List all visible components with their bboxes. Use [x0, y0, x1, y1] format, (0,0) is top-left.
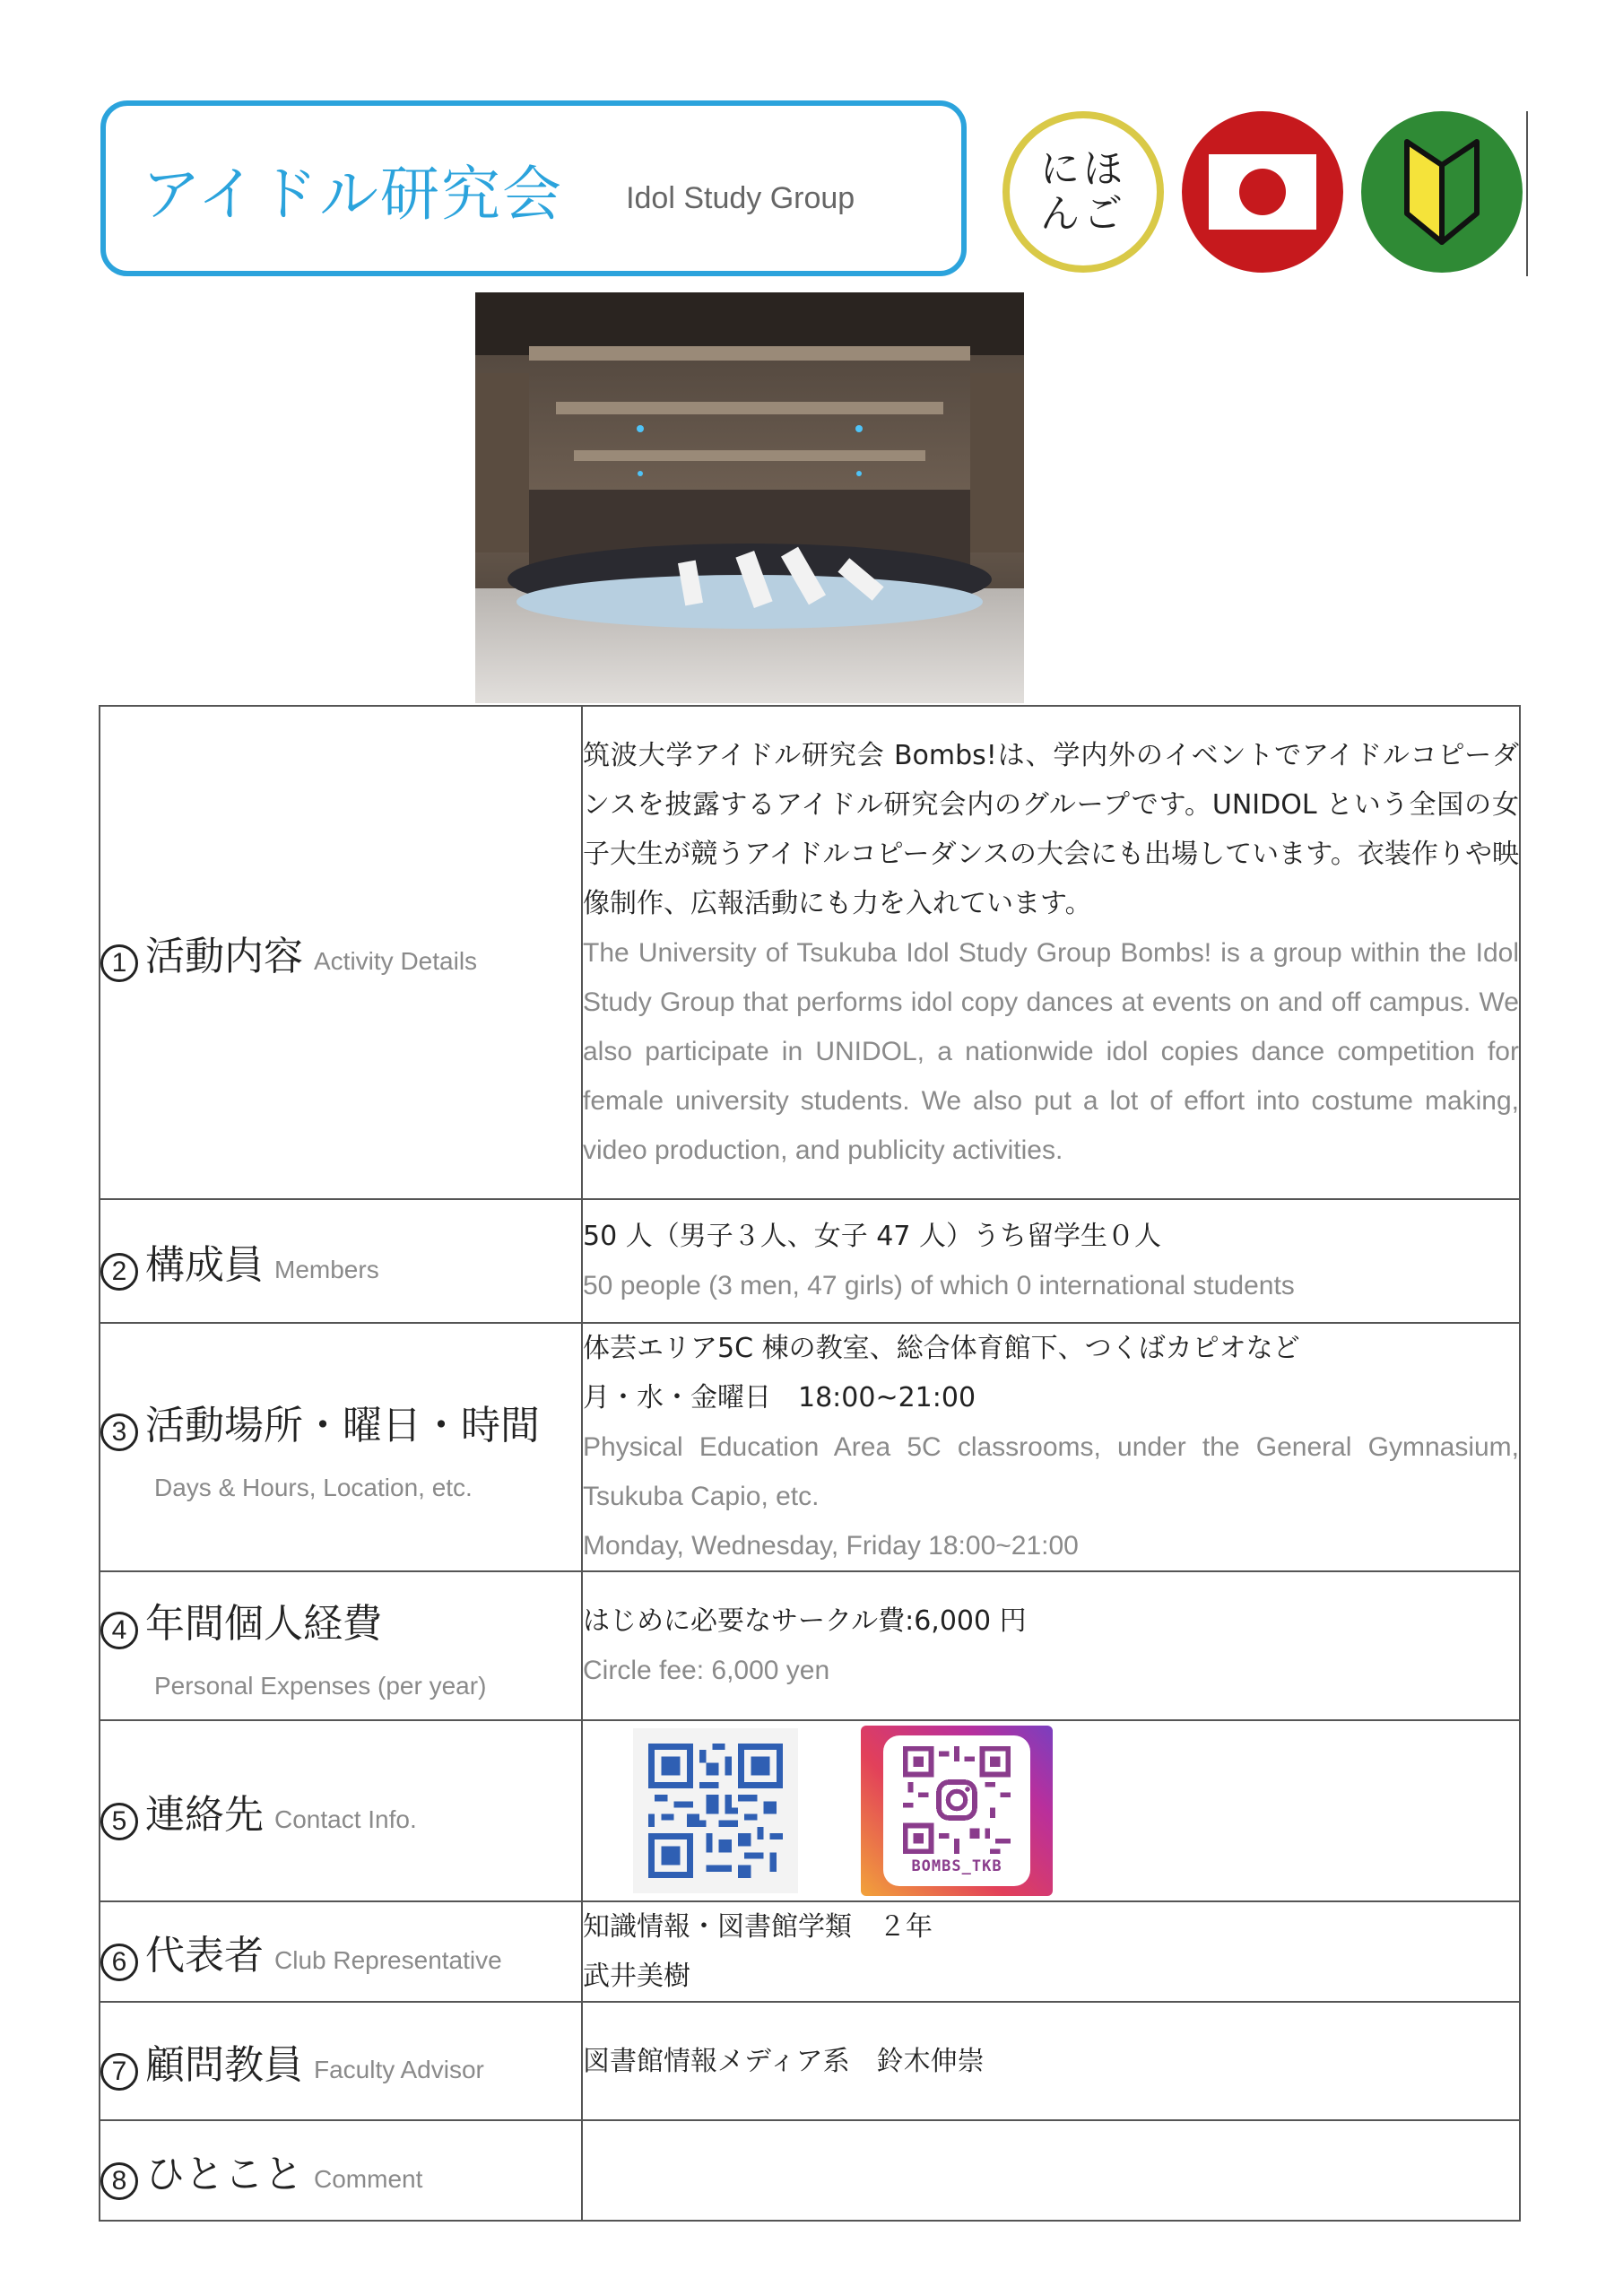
label-cell — [100, 1720, 582, 1901]
edge-divider — [1526, 111, 1528, 276]
label-en: Club Representative — [274, 1946, 502, 1974]
label-cell — [100, 706, 582, 1199]
label-cell — [100, 1199, 582, 1323]
value-cell — [582, 1901, 1520, 2002]
label-en: Faculty Advisor — [314, 2056, 484, 2083]
title-en: Idol Study Group — [626, 180, 855, 215]
circled-number: 3 — [100, 1413, 138, 1451]
info-table — [99, 705, 1521, 2222]
label-cell — [100, 1901, 582, 2002]
circled-number: 8 — [100, 2162, 138, 2200]
location-jp: 体芸エリア5C 棟の教室、総合体育館下、つくばカピオなど — [583, 1333, 1300, 1364]
label-jp: 構成員 — [145, 1242, 264, 1288]
value-cell — [582, 1199, 1520, 1323]
hours-en: Monday, Wednesday, Friday 18:00~21:00 — [583, 1531, 1079, 1561]
circled-number: 6 — [100, 1944, 138, 1981]
label-en: Personal Expenses (per year) — [154, 1672, 487, 1700]
circled-number: 7 — [100, 2053, 138, 2091]
group-photo — [475, 292, 1024, 703]
expenses-en: Circle fee: 6,000 yen — [583, 1656, 830, 1685]
circled-number: 5 — [100, 1803, 138, 1840]
label-en: Comment — [314, 2165, 423, 2193]
label-en: Activity Details — [314, 947, 478, 975]
circled-number: 1 — [100, 944, 138, 982]
label-cell — [100, 1323, 582, 1571]
row-members — [100, 1199, 1520, 1323]
value-cell — [582, 706, 1520, 1199]
label-jp: 連絡先 — [145, 1792, 264, 1838]
row-representative — [100, 1901, 1520, 2002]
label-cell — [100, 2120, 582, 2221]
label-en: Contact Info. — [274, 1805, 417, 1833]
nihongo-badge-icon — [1002, 111, 1164, 273]
instagram-qr-code-icon[interactable] — [861, 1726, 1053, 1896]
row-location — [100, 1323, 1520, 1571]
label-cell — [100, 1571, 582, 1720]
representative-name: 武井美樹 — [583, 1961, 690, 1992]
label-jp: 年間個人経費 — [145, 1601, 382, 1647]
label-cell — [100, 2002, 582, 2120]
nihongo-badge-text: にほんご — [1040, 146, 1126, 237]
japan-flag-icon — [1182, 111, 1343, 273]
location-en: Physical Education Area 5C classrooms, under the General Gymnasium, Tsukuba Capio, etc. — [583, 1432, 1519, 1511]
label-jp: ひとこと — [145, 2152, 303, 2197]
label-jp: 顧問教員 — [145, 2042, 303, 2088]
activity-en: The University of Tsukuba Idol Study Group Bombs! is a group within the Idol Study Group that performs idol copy dances at events on and off campus. We also participate in UNIDOL, a nationwide idol copies dance competition for female university students. We also put a lot of effort into costume making, video production, and publicity activities. — [583, 937, 1519, 1165]
activity-jp: 筑波大学アイドル研究会 Bombs!は、学内外のイベントでアイドルコピーダンスを披露するアイドル研究会内のグループです。UNIDOL という全国の女子大生が競うアイドルコピーダンスの大会にも出場しています。衣装作りや映像制作、広報活動にも力を入れています。 — [583, 739, 1519, 919]
row-expenses — [100, 1571, 1520, 1720]
row-contact — [100, 1720, 1520, 1901]
row-comment — [100, 2120, 1520, 2221]
title-box — [100, 100, 967, 276]
instagram-handle: BOMBS_TKB — [911, 1857, 1002, 1875]
members-en: 50 people (3 men, 47 girls) of which 0 international students — [583, 1271, 1295, 1300]
value-cell — [582, 2002, 1520, 2120]
label-en: Days & Hours, Location, etc. — [154, 1473, 473, 1501]
members-jp: 50 人（男子３人、女子 47 人）うち留学生０人 — [583, 1221, 1161, 1252]
advisor-jp: 図書館情報メディア系 鈴木伸崇 — [583, 2045, 985, 2077]
value-cell — [582, 2120, 1520, 2221]
hours-jp: 月・水・金曜日 18:00~21:00 — [583, 1382, 976, 1413]
title-jp: アイドル研究会 — [142, 159, 564, 229]
label-jp: 活動場所・曜日・時間 — [145, 1402, 540, 1448]
circled-number: 4 — [100, 1612, 138, 1649]
representative-dept: 知識情報・図書館学類 ２年 — [583, 1911, 933, 1943]
row-activity — [100, 706, 1520, 1199]
beginner-mark-icon — [1361, 111, 1523, 273]
circled-number: 2 — [100, 1253, 138, 1291]
label-en: Members — [274, 1256, 379, 1283]
line-qr-code-icon[interactable] — [633, 1728, 798, 1893]
label-jp: 代表者 — [145, 1933, 264, 1979]
value-cell — [582, 1720, 1520, 1901]
expenses-jp: はじめに必要なサークル費:6,000 円 — [583, 1605, 1027, 1637]
value-cell — [582, 1571, 1520, 1720]
label-jp: 活動内容 — [145, 934, 303, 979]
row-advisor — [100, 2002, 1520, 2120]
value-cell — [582, 1323, 1520, 1571]
